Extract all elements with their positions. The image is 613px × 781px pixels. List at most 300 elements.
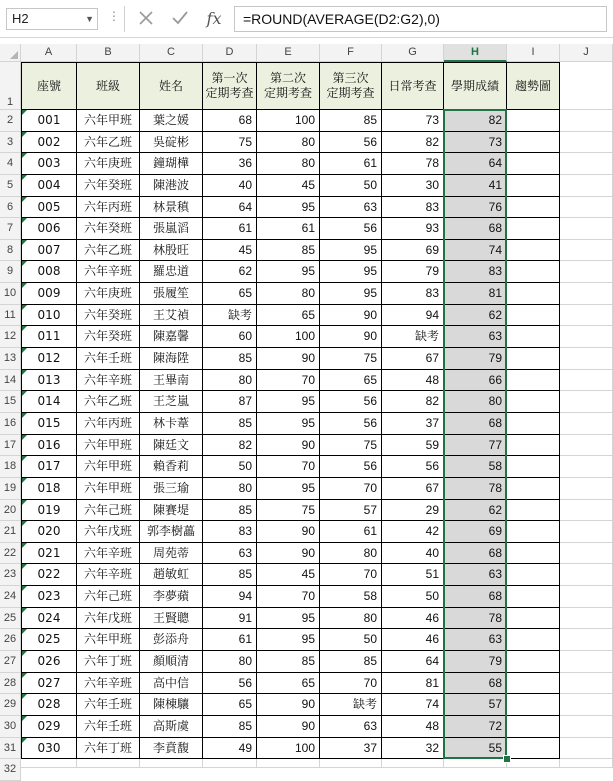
table-cell[interactable]: 021 xyxy=(21,543,77,565)
table-cell[interactable]: 70 xyxy=(257,456,320,478)
table-cell[interactable]: 40 xyxy=(382,543,444,565)
table-cell[interactable]: 陳棟驤 xyxy=(140,694,203,716)
row-header-30[interactable]: 30 xyxy=(0,716,21,738)
table-cell[interactable]: 高斯虞 xyxy=(140,716,203,738)
table-cell[interactable]: 63 xyxy=(444,629,507,651)
table-cell[interactable]: 32 xyxy=(382,738,444,760)
table-cell[interactable]: 59 xyxy=(382,435,444,457)
table-cell[interactable]: 014 xyxy=(21,391,77,413)
table-cell[interactable]: 85 xyxy=(320,651,382,673)
table-cell[interactable]: 六年庚班 xyxy=(77,283,140,305)
empty-cell[interactable] xyxy=(560,348,613,370)
empty-cell[interactable] xyxy=(507,586,560,608)
empty-cell[interactable] xyxy=(507,283,560,305)
table-cell[interactable]: 45 xyxy=(257,564,320,586)
table-cell[interactable]: 80 xyxy=(257,132,320,154)
table-cell[interactable]: 93 xyxy=(382,218,444,240)
table-cell[interactable]: 85 xyxy=(257,651,320,673)
table-cell[interactable]: 70 xyxy=(320,478,382,500)
table-header-cell[interactable]: 第一次 定期考查 xyxy=(203,62,257,110)
table-cell[interactable]: 75 xyxy=(320,435,382,457)
table-header-cell[interactable]: 第三次 定期考查 xyxy=(320,62,382,110)
table-cell[interactable]: 78 xyxy=(382,153,444,175)
table-cell[interactable]: 78 xyxy=(444,608,507,630)
empty-cell[interactable] xyxy=(560,132,613,154)
table-cell[interactable]: 林殷旺 xyxy=(140,240,203,262)
empty-cell[interactable] xyxy=(560,435,613,457)
table-cell[interactable]: 61 xyxy=(203,218,257,240)
table-cell[interactable]: 65 xyxy=(257,673,320,695)
table-cell[interactable]: 48 xyxy=(382,370,444,392)
table-header-cell[interactable]: 日常考查 xyxy=(382,62,444,110)
table-cell[interactable]: 六年乙班 xyxy=(77,132,140,154)
empty-cell[interactable] xyxy=(507,261,560,283)
empty-cell[interactable] xyxy=(257,759,320,768)
empty-cell[interactable] xyxy=(560,218,613,240)
table-cell[interactable]: 020 xyxy=(21,521,77,543)
table-cell[interactable]: 011 xyxy=(21,326,77,348)
empty-cell[interactable] xyxy=(382,759,444,768)
table-cell[interactable]: 95 xyxy=(257,478,320,500)
table-cell[interactable]: 004 xyxy=(21,175,77,197)
table-cell[interactable]: 57 xyxy=(320,500,382,522)
table-cell[interactable]: 91 xyxy=(203,608,257,630)
empty-cell[interactable] xyxy=(507,478,560,500)
table-cell[interactable]: 005 xyxy=(21,197,77,219)
empty-cell[interactable] xyxy=(560,543,613,565)
table-cell[interactable]: 90 xyxy=(257,521,320,543)
table-cell[interactable]: 六年辛班 xyxy=(77,543,140,565)
table-cell[interactable]: 63 xyxy=(444,564,507,586)
table-cell[interactable]: 80 xyxy=(320,608,382,630)
table-header-cell[interactable]: 第二次 定期考查 xyxy=(257,62,320,110)
table-cell[interactable]: 六年乙班 xyxy=(77,240,140,262)
table-cell[interactable]: 六年辛班 xyxy=(77,370,140,392)
empty-cell[interactable] xyxy=(560,694,613,716)
table-cell[interactable]: 58 xyxy=(320,586,382,608)
table-cell[interactable]: 張履笙 xyxy=(140,283,203,305)
table-cell[interactable]: 72 xyxy=(444,716,507,738)
table-cell[interactable]: 80 xyxy=(320,543,382,565)
table-cell[interactable]: 六年戊班 xyxy=(77,608,140,630)
table-cell[interactable]: 29 xyxy=(382,500,444,522)
table-cell[interactable]: 029 xyxy=(21,716,77,738)
table-cell[interactable]: 80 xyxy=(203,478,257,500)
empty-cell[interactable] xyxy=(560,759,613,768)
column-header-d[interactable]: D xyxy=(203,44,257,62)
row-header-9[interactable]: 9 xyxy=(0,261,21,283)
empty-cell[interactable] xyxy=(560,110,613,132)
empty-cell[interactable] xyxy=(507,564,560,586)
table-cell[interactable]: 60 xyxy=(203,326,257,348)
table-cell[interactable]: 018 xyxy=(21,478,77,500)
table-cell[interactable]: 70 xyxy=(257,586,320,608)
table-cell[interactable]: 017 xyxy=(21,456,77,478)
table-cell[interactable]: 64 xyxy=(203,197,257,219)
table-cell[interactable]: 95 xyxy=(320,261,382,283)
table-cell[interactable]: 63 xyxy=(444,326,507,348)
row-header-10[interactable]: 10 xyxy=(0,283,21,305)
table-cell[interactable]: 49 xyxy=(203,738,257,760)
table-cell[interactable]: 95 xyxy=(257,629,320,651)
table-cell[interactable]: 95 xyxy=(257,413,320,435)
table-cell[interactable]: 023 xyxy=(21,586,77,608)
table-cell[interactable]: 55 xyxy=(444,738,507,760)
table-cell[interactable]: 46 xyxy=(382,608,444,630)
table-cell[interactable]: 陳廷文 xyxy=(140,435,203,457)
table-cell[interactable]: 016 xyxy=(21,435,77,457)
table-cell[interactable]: 50 xyxy=(203,456,257,478)
empty-cell[interactable] xyxy=(444,759,507,768)
table-cell[interactable]: 缺考 xyxy=(320,694,382,716)
row-header-19[interactable]: 19 xyxy=(0,478,21,500)
table-cell[interactable]: 陳海陞 xyxy=(140,348,203,370)
table-cell[interactable]: 陳嘉馨 xyxy=(140,326,203,348)
empty-cell[interactable] xyxy=(560,283,613,305)
empty-cell[interactable] xyxy=(507,197,560,219)
table-cell[interactable]: 62 xyxy=(444,305,507,327)
table-cell[interactable]: 010 xyxy=(21,305,77,327)
table-cell[interactable]: 六年戊班 xyxy=(77,521,140,543)
table-cell[interactable]: 002 xyxy=(21,132,77,154)
table-cell[interactable]: 六年辛班 xyxy=(77,673,140,695)
table-cell[interactable]: 30 xyxy=(382,175,444,197)
table-cell[interactable]: 50 xyxy=(320,175,382,197)
table-cell[interactable]: 85 xyxy=(203,413,257,435)
table-cell[interactable]: 林景稹 xyxy=(140,197,203,219)
more-options-icon[interactable]: ⋮ xyxy=(108,9,120,23)
table-cell[interactable]: 82 xyxy=(203,435,257,457)
table-cell[interactable]: 94 xyxy=(203,586,257,608)
row-header-14[interactable]: 14 xyxy=(0,370,21,392)
table-cell[interactable]: 58 xyxy=(444,456,507,478)
column-header-e[interactable]: E xyxy=(257,44,320,62)
table-cell[interactable]: 85 xyxy=(203,716,257,738)
table-cell[interactable]: 陳港波 xyxy=(140,175,203,197)
table-cell[interactable]: 64 xyxy=(382,651,444,673)
column-header-h[interactable]: H xyxy=(444,44,507,62)
table-cell[interactable]: 六年己班 xyxy=(77,500,140,522)
table-cell[interactable]: 67 xyxy=(382,348,444,370)
row-header-6[interactable]: 6 xyxy=(0,197,21,219)
table-cell[interactable]: 六年甲班 xyxy=(77,435,140,457)
empty-cell[interactable] xyxy=(507,391,560,413)
table-cell[interactable]: 013 xyxy=(21,370,77,392)
column-header-i[interactable]: I xyxy=(507,44,560,62)
table-cell[interactable]: 56 xyxy=(320,456,382,478)
empty-cell[interactable] xyxy=(560,629,613,651)
table-cell[interactable]: 郭李樹藟 xyxy=(140,521,203,543)
table-cell[interactable]: 75 xyxy=(203,132,257,154)
empty-cell[interactable] xyxy=(140,759,203,768)
table-cell[interactable]: 81 xyxy=(444,283,507,305)
table-cell[interactable]: 68 xyxy=(444,586,507,608)
table-cell[interactable]: 90 xyxy=(257,543,320,565)
table-cell[interactable]: 79 xyxy=(382,261,444,283)
table-cell[interactable]: 80 xyxy=(203,370,257,392)
table-cell[interactable]: 95 xyxy=(257,391,320,413)
empty-cell[interactable] xyxy=(560,175,613,197)
empty-cell[interactable] xyxy=(507,218,560,240)
empty-cell[interactable] xyxy=(507,521,560,543)
insert-function-icon[interactable] xyxy=(200,6,228,30)
table-cell[interactable]: 61 xyxy=(257,218,320,240)
table-cell[interactable]: 75 xyxy=(320,348,382,370)
row-header-29[interactable]: 29 xyxy=(0,694,21,716)
empty-cell[interactable] xyxy=(560,716,613,738)
empty-cell[interactable] xyxy=(507,651,560,673)
table-cell[interactable]: 66 xyxy=(444,370,507,392)
confirm-icon[interactable] xyxy=(168,6,192,30)
table-cell[interactable]: 026 xyxy=(21,651,77,673)
empty-cell[interactable] xyxy=(560,608,613,630)
table-cell[interactable]: 50 xyxy=(320,629,382,651)
table-cell[interactable]: 69 xyxy=(382,240,444,262)
table-cell[interactable]: 67 xyxy=(382,478,444,500)
row-header-5[interactable]: 5 xyxy=(0,175,21,197)
table-cell[interactable]: 80 xyxy=(257,153,320,175)
table-cell[interactable]: 100 xyxy=(257,326,320,348)
row-header-20[interactable]: 20 xyxy=(0,500,21,522)
table-cell[interactable]: 69 xyxy=(444,521,507,543)
empty-cell[interactable] xyxy=(560,261,613,283)
empty-cell[interactable] xyxy=(507,153,560,175)
table-cell[interactable]: 80 xyxy=(444,391,507,413)
empty-cell[interactable] xyxy=(560,413,613,435)
table-cell[interactable]: 吳碇彬 xyxy=(140,132,203,154)
table-cell[interactable]: 37 xyxy=(382,413,444,435)
table-header-cell[interactable]: 趨勢圖 xyxy=(507,62,560,110)
empty-cell[interactable] xyxy=(507,132,560,154)
empty-cell[interactable] xyxy=(560,586,613,608)
table-cell[interactable]: 趙敏虹 xyxy=(140,564,203,586)
row-header-27[interactable]: 27 xyxy=(0,651,21,673)
table-cell[interactable]: 賴香莉 xyxy=(140,456,203,478)
table-cell[interactable]: 六年丙班 xyxy=(77,413,140,435)
column-header-f[interactable]: F xyxy=(320,44,382,62)
row-header-16[interactable]: 16 xyxy=(0,413,21,435)
table-cell[interactable]: 80 xyxy=(257,283,320,305)
row-header-2[interactable]: 2 xyxy=(0,110,21,132)
row-header-7[interactable]: 7 xyxy=(0,218,21,240)
empty-cell[interactable] xyxy=(320,759,382,768)
table-cell[interactable]: 90 xyxy=(257,716,320,738)
column-header-c[interactable]: C xyxy=(140,44,203,62)
row-header-3[interactable]: 3 xyxy=(0,132,21,154)
table-cell[interactable]: 95 xyxy=(257,608,320,630)
row-header-18[interactable]: 18 xyxy=(0,456,21,478)
table-cell[interactable]: 70 xyxy=(320,673,382,695)
empty-cell[interactable] xyxy=(507,413,560,435)
table-cell[interactable]: 030 xyxy=(21,738,77,760)
row-header-28[interactable]: 28 xyxy=(0,673,21,695)
empty-cell[interactable] xyxy=(507,500,560,522)
table-cell[interactable]: 六年壬班 xyxy=(77,348,140,370)
table-cell[interactable]: 77 xyxy=(444,435,507,457)
table-cell[interactable]: 90 xyxy=(257,348,320,370)
row-header-1[interactable]: 1 xyxy=(0,62,21,110)
table-cell[interactable]: 61 xyxy=(320,521,382,543)
row-header-12[interactable]: 12 xyxy=(0,326,21,348)
empty-cell[interactable] xyxy=(560,651,613,673)
empty-cell[interactable] xyxy=(507,738,560,760)
table-cell[interactable]: 56 xyxy=(320,218,382,240)
table-cell[interactable]: 王芝嵐 xyxy=(140,391,203,413)
empty-cell[interactable] xyxy=(507,348,560,370)
table-cell[interactable]: 六年癸班 xyxy=(77,175,140,197)
empty-cell[interactable] xyxy=(560,391,613,413)
table-cell[interactable]: 79 xyxy=(444,348,507,370)
table-cell[interactable]: 六年丙班 xyxy=(77,197,140,219)
empty-cell[interactable] xyxy=(560,305,613,327)
table-cell[interactable]: 六年己班 xyxy=(77,586,140,608)
empty-cell[interactable] xyxy=(560,564,613,586)
empty-cell[interactable] xyxy=(507,694,560,716)
table-cell[interactable]: 012 xyxy=(21,348,77,370)
table-cell[interactable]: 70 xyxy=(257,370,320,392)
table-cell[interactable]: 63 xyxy=(320,716,382,738)
table-cell[interactable]: 027 xyxy=(21,673,77,695)
table-cell[interactable]: 56 xyxy=(320,391,382,413)
table-cell[interactable]: 64 xyxy=(444,153,507,175)
table-cell[interactable]: 六年甲班 xyxy=(77,110,140,132)
table-cell[interactable]: 007 xyxy=(21,240,77,262)
table-cell[interactable]: 六年癸班 xyxy=(77,218,140,240)
empty-cell[interactable] xyxy=(203,759,257,768)
empty-cell[interactable] xyxy=(560,738,613,760)
row-header-31[interactable]: 31 xyxy=(0,738,21,760)
table-cell[interactable]: 019 xyxy=(21,500,77,522)
table-cell[interactable]: 51 xyxy=(382,564,444,586)
row-header-24[interactable]: 24 xyxy=(0,586,21,608)
table-cell[interactable]: 彭添舟 xyxy=(140,629,203,651)
table-cell[interactable]: 028 xyxy=(21,694,77,716)
table-cell[interactable]: 95 xyxy=(257,197,320,219)
table-cell[interactable]: 六年庚班 xyxy=(77,153,140,175)
table-cell[interactable]: 顏順清 xyxy=(140,651,203,673)
empty-cell[interactable] xyxy=(507,543,560,565)
table-cell[interactable]: 80 xyxy=(203,651,257,673)
table-cell[interactable]: 張三瑜 xyxy=(140,478,203,500)
table-cell[interactable]: 83 xyxy=(203,521,257,543)
table-cell[interactable]: 87 xyxy=(203,391,257,413)
row-header-26[interactable]: 26 xyxy=(0,629,21,651)
table-cell[interactable]: 62 xyxy=(444,500,507,522)
row-header-11[interactable]: 11 xyxy=(0,305,21,327)
table-cell[interactable]: 六年壬班 xyxy=(77,716,140,738)
table-cell[interactable]: 40 xyxy=(203,175,257,197)
table-cell[interactable]: 78 xyxy=(444,478,507,500)
cancel-icon[interactable] xyxy=(134,6,158,30)
empty-cell[interactable] xyxy=(560,478,613,500)
table-cell[interactable]: 高中信 xyxy=(140,673,203,695)
table-cell[interactable]: 王畢南 xyxy=(140,370,203,392)
table-cell[interactable]: 37 xyxy=(320,738,382,760)
table-cell[interactable]: 81 xyxy=(382,673,444,695)
table-cell[interactable]: 陳賽堤 xyxy=(140,500,203,522)
table-cell[interactable]: 65 xyxy=(203,283,257,305)
table-cell[interactable]: 015 xyxy=(21,413,77,435)
row-header-4[interactable]: 4 xyxy=(0,153,21,175)
empty-cell[interactable] xyxy=(560,456,613,478)
table-cell[interactable]: 六年乙班 xyxy=(77,391,140,413)
table-cell[interactable]: 75 xyxy=(257,500,320,522)
fill-handle[interactable] xyxy=(503,755,511,763)
table-cell[interactable]: 56 xyxy=(320,132,382,154)
table-cell[interactable]: 68 xyxy=(444,218,507,240)
table-cell[interactable]: 缺考 xyxy=(203,305,257,327)
select-all-corner[interactable] xyxy=(0,44,21,62)
table-cell[interactable]: 94 xyxy=(382,305,444,327)
table-cell[interactable]: 48 xyxy=(382,716,444,738)
empty-cell[interactable] xyxy=(560,197,613,219)
formula-input[interactable] xyxy=(234,6,607,32)
empty-cell[interactable] xyxy=(21,759,77,768)
empty-cell[interactable] xyxy=(507,759,560,768)
column-header-b[interactable]: B xyxy=(77,44,140,62)
empty-cell[interactable] xyxy=(77,759,140,768)
empty-cell[interactable] xyxy=(560,500,613,522)
table-header-cell[interactable]: 座號 xyxy=(21,62,77,110)
table-cell[interactable]: 鐘瑚樺 xyxy=(140,153,203,175)
table-cell[interactable]: 56 xyxy=(382,456,444,478)
empty-cell[interactable] xyxy=(560,521,613,543)
table-cell[interactable]: 83 xyxy=(382,283,444,305)
empty-cell[interactable] xyxy=(560,62,613,110)
table-cell[interactable]: 周苑蒂 xyxy=(140,543,203,565)
table-cell[interactable]: 36 xyxy=(203,153,257,175)
empty-cell[interactable] xyxy=(560,326,613,348)
table-cell[interactable]: 張嵐滔 xyxy=(140,218,203,240)
empty-cell[interactable] xyxy=(507,435,560,457)
table-cell[interactable]: 001 xyxy=(21,110,77,132)
table-cell[interactable]: 68 xyxy=(444,413,507,435)
table-cell[interactable]: 62 xyxy=(203,261,257,283)
table-cell[interactable]: 六年壬班 xyxy=(77,694,140,716)
empty-cell[interactable] xyxy=(507,175,560,197)
table-cell[interactable]: 李賁馥 xyxy=(140,738,203,760)
table-cell[interactable]: 六年丁班 xyxy=(77,651,140,673)
table-cell[interactable]: 王賢聰 xyxy=(140,608,203,630)
table-cell[interactable]: 024 xyxy=(21,608,77,630)
table-cell[interactable]: 90 xyxy=(257,435,320,457)
row-header-17[interactable]: 17 xyxy=(0,435,21,457)
table-cell[interactable]: 003 xyxy=(21,153,77,175)
table-cell[interactable]: 74 xyxy=(444,240,507,262)
row-header-15[interactable]: 15 xyxy=(0,391,21,413)
table-cell[interactable]: 90 xyxy=(257,694,320,716)
empty-cell[interactable] xyxy=(507,608,560,630)
table-cell[interactable]: 56 xyxy=(203,673,257,695)
table-cell[interactable]: 95 xyxy=(320,283,382,305)
table-cell[interactable]: 46 xyxy=(382,629,444,651)
empty-cell[interactable] xyxy=(560,240,613,262)
table-cell[interactable]: 缺考 xyxy=(382,326,444,348)
row-header-32[interactable]: 32 xyxy=(0,759,21,781)
row-header-22[interactable]: 22 xyxy=(0,543,21,565)
table-cell[interactable]: 50 xyxy=(382,586,444,608)
table-cell[interactable]: 85 xyxy=(320,110,382,132)
table-cell[interactable]: 82 xyxy=(382,391,444,413)
table-cell[interactable]: 85 xyxy=(203,564,257,586)
table-cell[interactable]: 76 xyxy=(444,197,507,219)
table-cell[interactable]: 六年辛班 xyxy=(77,261,140,283)
table-cell[interactable]: 六年甲班 xyxy=(77,478,140,500)
table-cell[interactable]: 68 xyxy=(444,543,507,565)
table-cell[interactable]: 45 xyxy=(257,175,320,197)
table-cell[interactable]: 82 xyxy=(444,110,507,132)
table-cell[interactable]: 57 xyxy=(444,694,507,716)
